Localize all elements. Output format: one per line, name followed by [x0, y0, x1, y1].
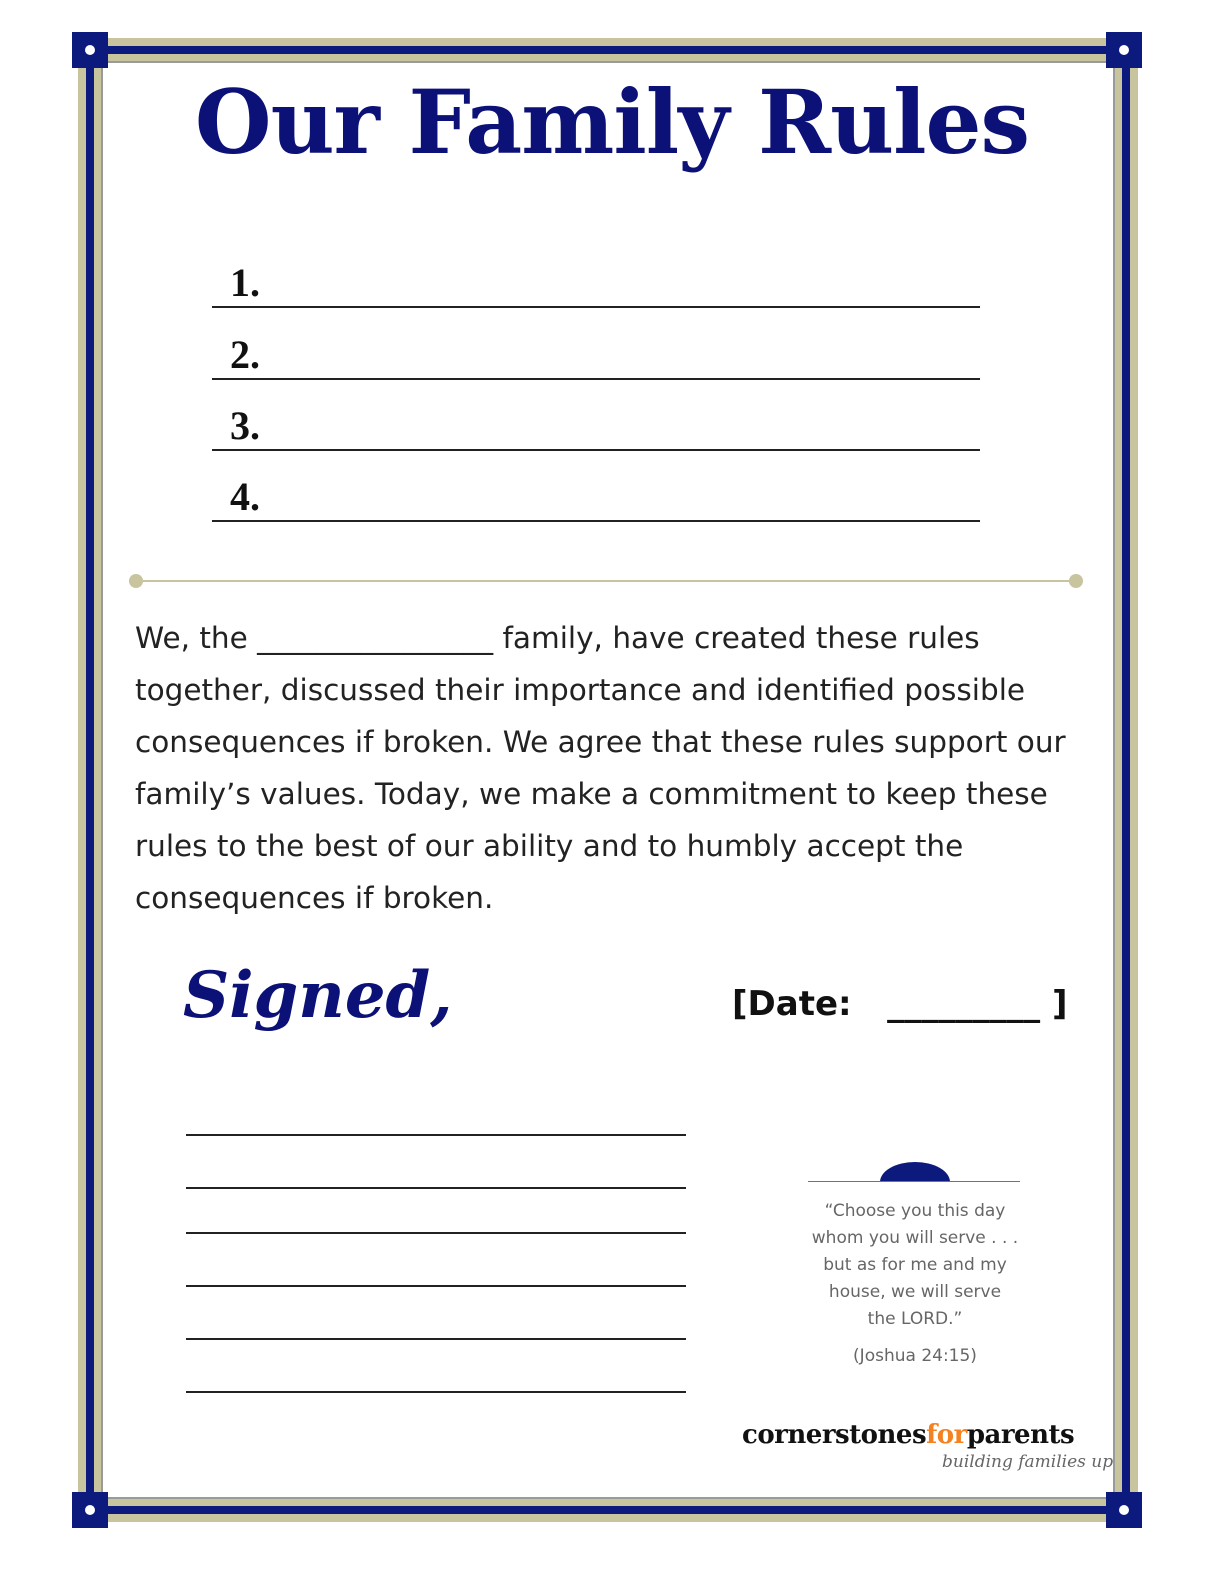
- corner-ornament-top-left: [72, 32, 108, 68]
- corner-ornament-top-right: [1106, 32, 1142, 68]
- signature-line-2[interactable]: [186, 1187, 686, 1189]
- signed-heading: Signed,: [183, 958, 453, 1033]
- verse-line: “Choose you this day: [824, 1201, 1006, 1221]
- divider-dot-right: [1069, 574, 1083, 588]
- verse-reference: (Joshua 24:15): [853, 1346, 977, 1366]
- verse-line: but as for me and my: [823, 1255, 1007, 1275]
- signature-line-3[interactable]: [186, 1232, 686, 1234]
- pledge-paragraph: We, the ________________ family, have created these rules together, discussed their importance and identified possible consequences if broken. We agree that these rules support our family’s values. Today, we make a commitment to keep these rules to the best of our ability and to humbly accept the consequences if broken.: [135, 621, 1066, 915]
- rule-number: 1.: [230, 260, 260, 305]
- date-field[interactable]: [Date: _________ ]: [732, 984, 1068, 1024]
- verse-line: the LORD.”: [867, 1309, 963, 1329]
- logo-text-for: for: [926, 1420, 967, 1450]
- brand-logo: [742, 1420, 1074, 1450]
- verse-quote: [790, 1198, 1040, 1333]
- rule-line-3[interactable]: [212, 403, 980, 451]
- rule-line-2[interactable]: [212, 332, 980, 380]
- rule-number: 4.: [230, 474, 260, 519]
- verse-emblem-icon: [880, 1162, 950, 1182]
- corner-ornament-bottom-left: [72, 1492, 108, 1528]
- signature-line-6[interactable]: [186, 1391, 686, 1393]
- rule-line-1[interactable]: [212, 260, 980, 308]
- rule-line-4[interactable]: [212, 474, 980, 522]
- verse-rule: [808, 1181, 1020, 1182]
- divider-dot-left: [129, 574, 143, 588]
- page-title: Our Family Rules: [194, 70, 1030, 174]
- section-divider: [136, 580, 1076, 582]
- verse-line: house, we will serve: [828, 1282, 1002, 1302]
- rule-number: 3.: [230, 403, 260, 448]
- signature-line-5[interactable]: [186, 1338, 686, 1340]
- logo-text-parents: parents: [966, 1420, 1075, 1450]
- logo-tagline: building families up: [942, 1452, 1114, 1472]
- signature-line-1[interactable]: [186, 1134, 686, 1136]
- signature-line-4[interactable]: [186, 1285, 686, 1287]
- logo-text-cornerstones: cornerstones: [742, 1420, 927, 1450]
- corner-ornament-bottom-right: [1106, 1492, 1142, 1528]
- rule-number: 2.: [230, 332, 260, 377]
- verse-line: whom you will serve . . .: [811, 1228, 1019, 1248]
